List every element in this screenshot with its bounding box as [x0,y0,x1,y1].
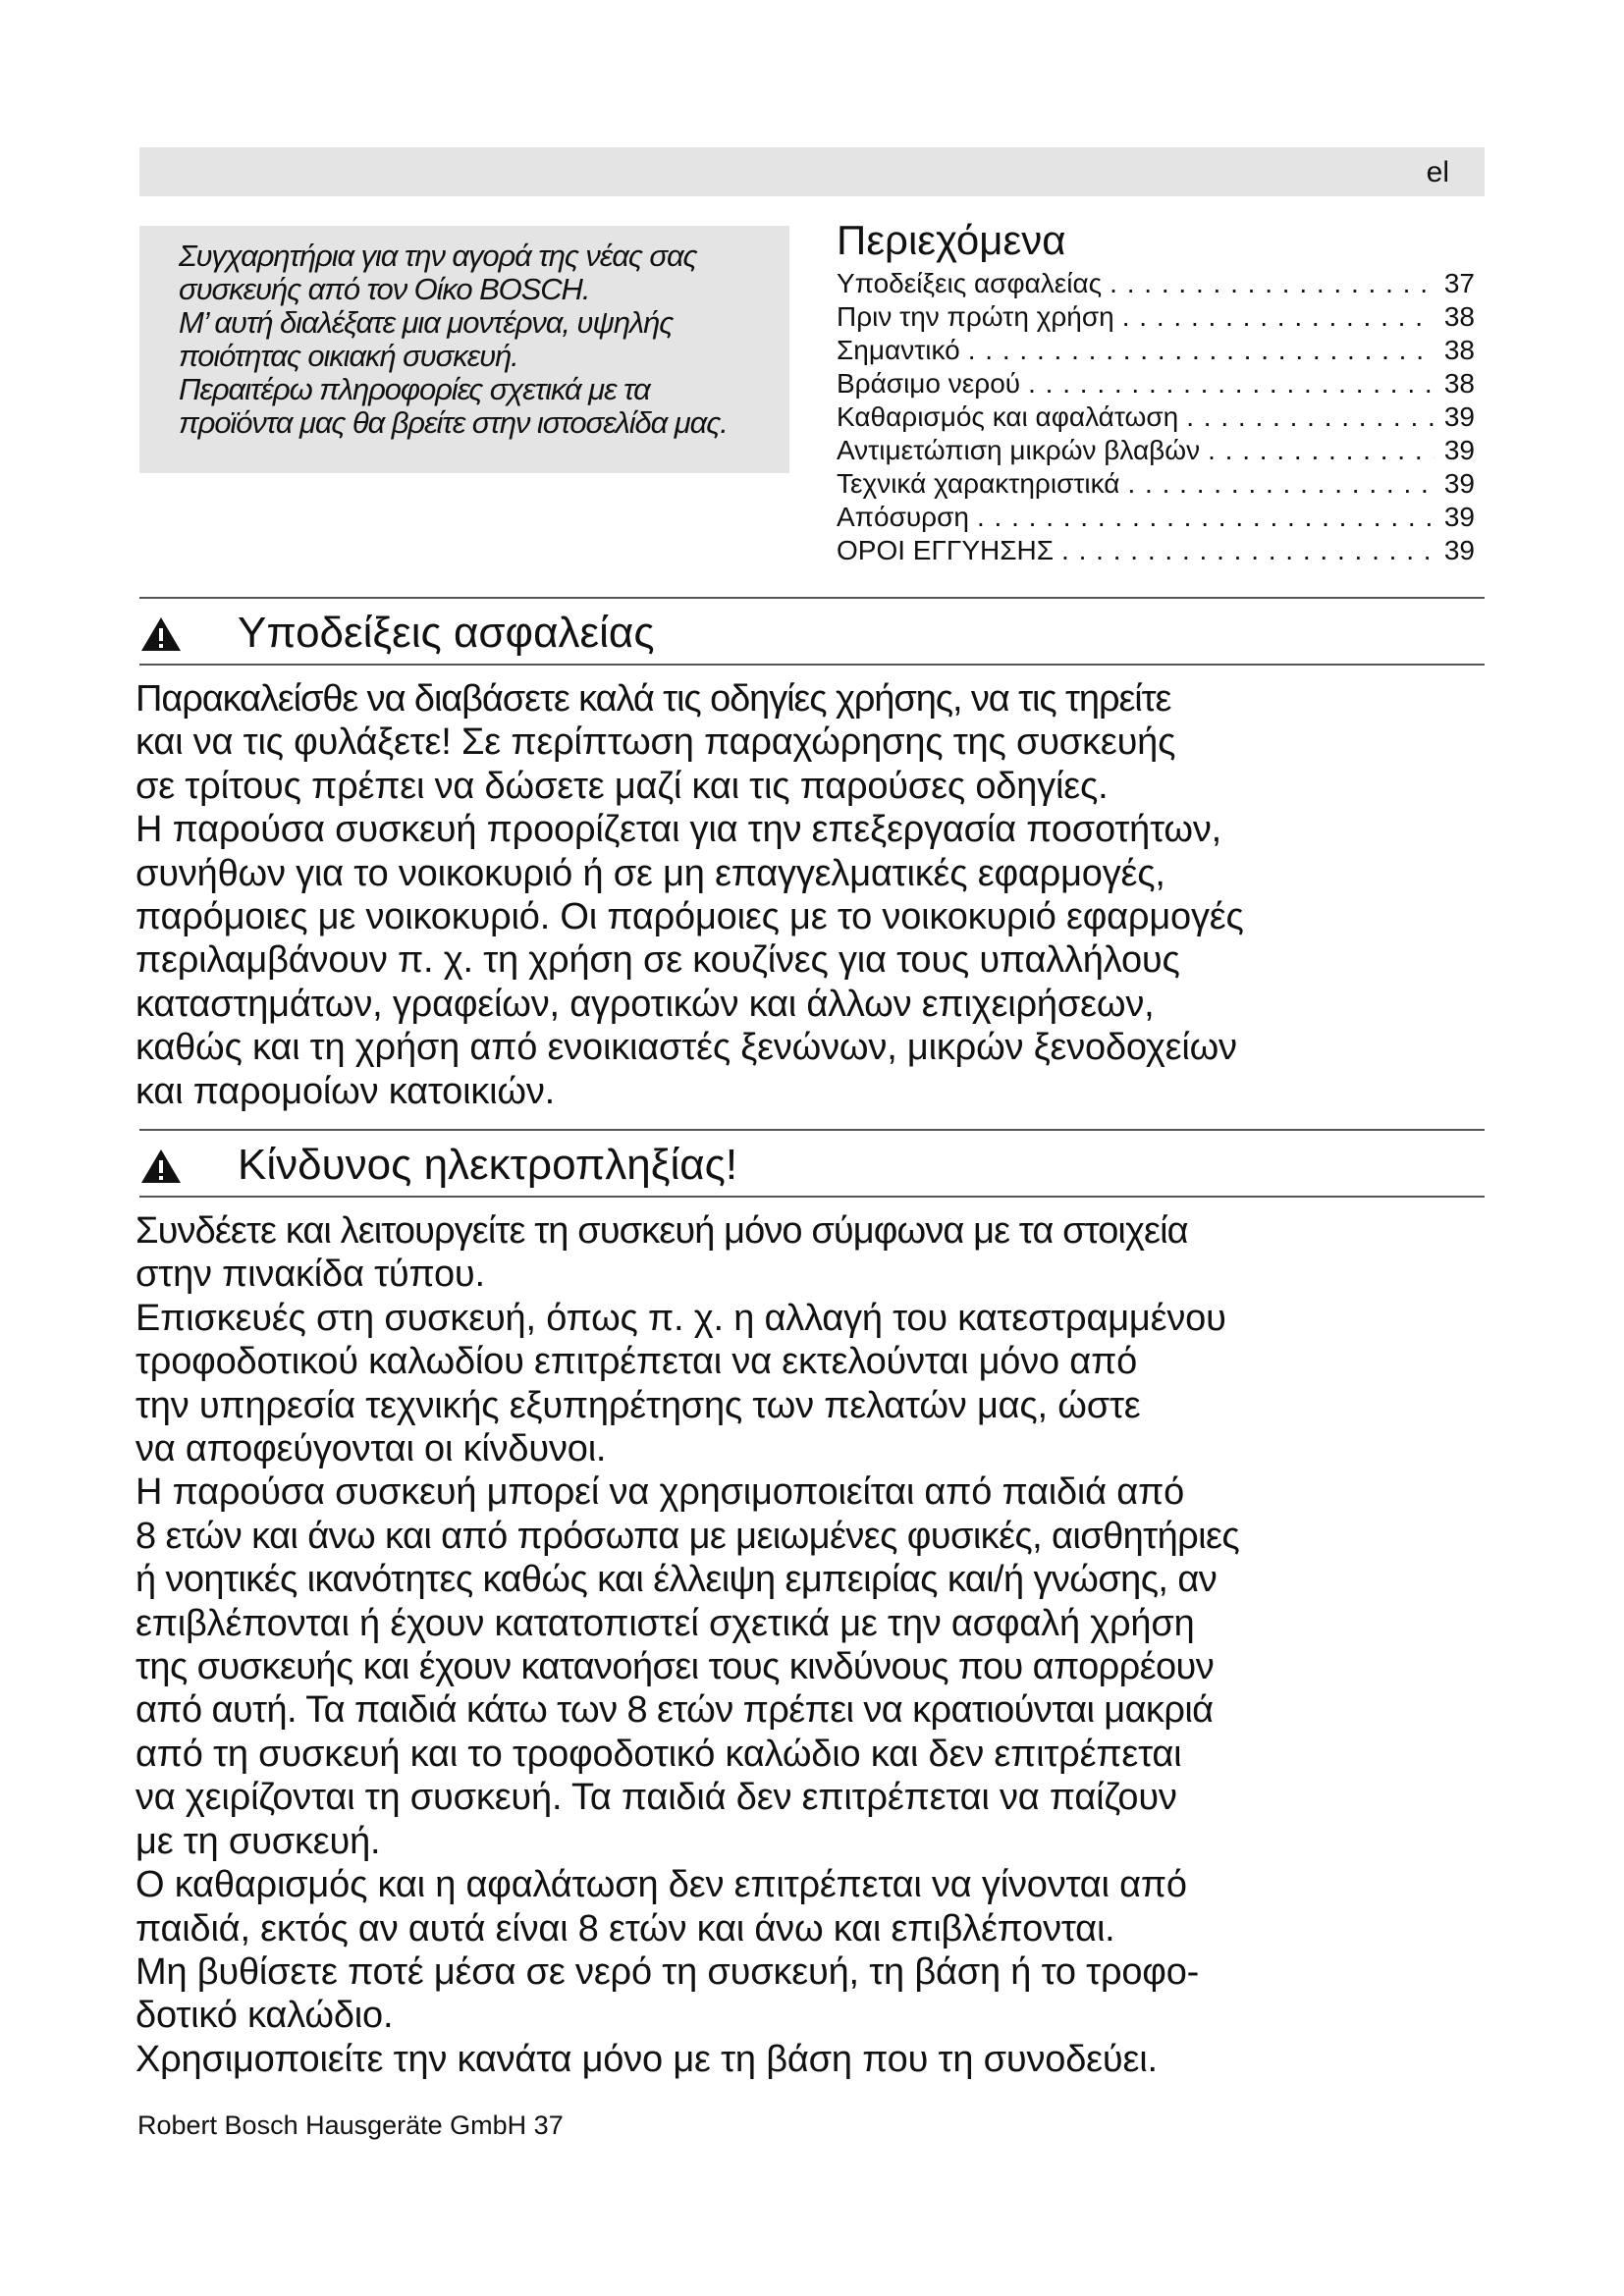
toc-entry[interactable] [837,434,1479,467]
toc-entry[interactable] [837,400,1479,434]
electric-text-line: Μη βυθίσετε ποτέ μέσα σε νερό τη συσκευή, τη βάση ή το τροφο- [135,1950,1200,1993]
toc-entry-label: Πριν την πρώτη χρήση [837,301,1114,332]
intro-line: ποιότητας οικιακή συσκευή. [179,339,518,373]
electric-text-line: 8 ετών και άνω και από πρόσωπα με μειωμένες φυσικές, αισθητήριες [135,1515,1240,1557]
safety-text-line: καταστημάτων, γραφείων, αγροτικών και άλλων επιχειρήσεων, [135,983,1155,1025]
electric-text-line: τροφοδοτικού καλωδίου επιτρέπεται να εκτελούνται μόνο από [135,1341,1138,1383]
toc-entry[interactable] [837,367,1479,400]
safety-text-line: Παρακαλείσθε να διαβάσετε καλά τις οδηγίες χρήσης, να τις τηρείτε [135,678,1171,720]
heading-underline [139,1196,1485,1198]
safety-text-line: παρόμοιες με νοικοκυριό. Οι παρόμοιες με το νοικοκυριό εφαρμογές [135,896,1244,938]
toc-entry[interactable] [837,267,1479,300]
toc-entry[interactable] [837,467,1479,501]
toc-entry-label: Σημαντικό [837,335,960,365]
toc-leader-dots [1122,300,1435,334]
toc-entry-page: 39 [1443,401,1475,432]
safety-text-line: καθώς και τη χρήση από ενοικιαστές ξενώνων, μικρών ξενοδοχείων [135,1027,1237,1069]
language-code: el [1426,156,1449,188]
language-bar [139,147,1485,196]
safety-text-line: και παρομοίων κατοικιών. [135,1070,556,1112]
safety-text-line: σε τρίτους πρέπει να δώσετε μαζί και τις παρούσες οδηγίες. [135,765,1109,807]
toc-leader-dots [1186,400,1435,434]
toc-leader-dots [1208,434,1435,467]
toc-entry-page: 39 [1443,502,1475,532]
electric-text-line: Ο καθαρισμός και η αφαλάτωση δεν επιτρέπεται να γίνονται από [135,1864,1187,1906]
toc-entry-label: Απόσυρση [837,502,969,532]
electric-text-line: από τη συσκευή και το τροφοδοτικό καλώδιο και δεν επιτρέπεται [135,1733,1182,1775]
safety-text-line: περιλαμβάνουν π. χ. τη χρήση σε κουζίνες για τους υπαλλήλους [135,939,1180,982]
electric-text-line: να αποφεύγονται οι κίνδυνοι. [135,1428,607,1470]
toc-entry-label: Καθαρισμός και αφαλάτωση [837,401,1179,432]
electric-text-line: να χειρίζονται τη συσκευή. Τα παιδιά δεν επιτρέπεται να παίζουν [135,1777,1177,1819]
intro-line: προϊόντα μας θα βρείτε στην ιστοσελίδα μας. [179,405,728,440]
toc-entry-page: 39 [1443,535,1475,565]
toc-entry-page: 39 [1443,435,1475,465]
electric-text-line: δοτικό καλώδιο. [135,1995,394,2037]
toc-entry-page: 38 [1443,335,1475,365]
electric-text-line: επιβλέπονται ή έχουν κατατοπιστεί σχετικά με την ασφαλή χρήση [135,1602,1195,1644]
warning-icon [139,1147,183,1186]
intro-box [139,226,789,473]
toc-entry[interactable] [837,501,1479,534]
intro-line: Συγχαρητήρια για την αγορά της νέας σας [179,239,697,273]
safety-heading [139,605,1485,666]
electric-text-line: ή νοητικές ικανότητες καθώς και έλλειψη εμπειρίας και/ή γνώσης, αν [135,1559,1218,1601]
electric-text-line: την υπηρεσία τεχνικής εξυπηρέτησης των πελατών μας, ώστε [135,1384,1141,1426]
intro-line: Περαιτέρω πληροφορίες σχετικά με τα [179,372,650,406]
toc-leader-dots [1128,467,1435,501]
electric-heading-text: Κίνδυνος ηλεκτροπληξίας! [238,1141,738,1189]
safety-text [135,677,1510,1113]
toc-entry-page: 39 [1443,468,1475,499]
electric-text-line: Επισκευές στη συσκευή, όπως π. χ. η αλλαγή του κατεστραμμένου [135,1297,1226,1339]
toc-leader-dots [1028,367,1435,400]
electric-text-line: από αυτή. Τα παιδιά κάτω των 8 ετών πρέπει να κρατιούνται μακριά [135,1689,1214,1732]
electric-text-line: Χρησιμοποιείτε την κανάτα μόνο με τη βάση που τη συνοδεύει. [135,2038,1158,2080]
electric-text-line: στην πινακίδα τύπου. [135,1254,485,1296]
toc-entry-label: Υποδείξεις ασφαλείας [837,268,1103,298]
electric-text-line: Συνδέετε και λειτουργείτε τη συσκευή μόνο σύμφωνα με τα στοιχεία [135,1210,1188,1252]
toc-leader-dots [1061,534,1435,567]
toc-entry-page: 38 [1443,368,1475,399]
toc-leader-dots [968,334,1435,367]
safety-text-line: συνήθων για το νοικοκυριό ή σε μη επαγγελματικές εφαρμογές, [135,852,1165,894]
toc-entry-label: Βράσιμο νερού [837,368,1021,399]
toc-entry[interactable] [837,300,1479,334]
toc-entry-page: 38 [1443,301,1475,332]
toc-title: Περιεχόμενα [837,217,1066,263]
intro-line: συσκευής από τον Οίκο BOSCH. [179,272,590,306]
page-footer: Robert Bosch Hausgeräte GmbH 37 [137,2110,564,2140]
electric-text [135,1209,1510,2081]
safety-text-line: και να τις φυλάξετε! Σε περίπτωση παραχώρησης της συσκευής [135,721,1176,764]
electric-text-line: της συσκευής και έχουν κατανοήσει τους κινδύνους που απορρέουν [135,1646,1215,1688]
intro-line: Μ’ αυτή διαλέξατε μια μοντέρνα, υψηλής [179,305,674,340]
section-divider [139,1129,1485,1131]
toc-entry-label: Αντιμετώπιση μικρών βλαβών [837,435,1201,465]
electric-text-line: με τη συσκευή. [135,1820,381,1862]
electric-text-line: παιδιά, εκτός αν αυτά είναι 8 ετών και άνω και επιβλέπονται. [135,1907,1115,1949]
toc-leader-dots [977,501,1435,534]
heading-underline [139,664,1485,666]
toc-entry-label: ΟΡΟΙ ΕΓΓΥΗΣΗΣ [837,535,1055,565]
toc-entry[interactable] [837,534,1479,567]
safety-heading-text: Υποδείξεις ασφαλείας [238,609,655,657]
section-divider [139,597,1485,599]
electric-text-line: Η παρούσα συσκευή μπορεί να χρησιμοποιείται από παιδιά από [135,1471,1185,1514]
electric-heading [139,1137,1485,1198]
toc-leader-dots [1110,267,1435,300]
toc-entry[interactable] [837,334,1479,367]
warning-icon [139,614,183,654]
toc-entry-page: 37 [1443,268,1475,298]
toc-entry-label: Τεχνικά χαρακτηριστικά [837,468,1120,499]
table-of-contents [837,214,1479,567]
safety-text-line: Η παρούσα συσκευή προορίζεται για την επεξεργασία ποσοτήτων, [135,809,1221,851]
